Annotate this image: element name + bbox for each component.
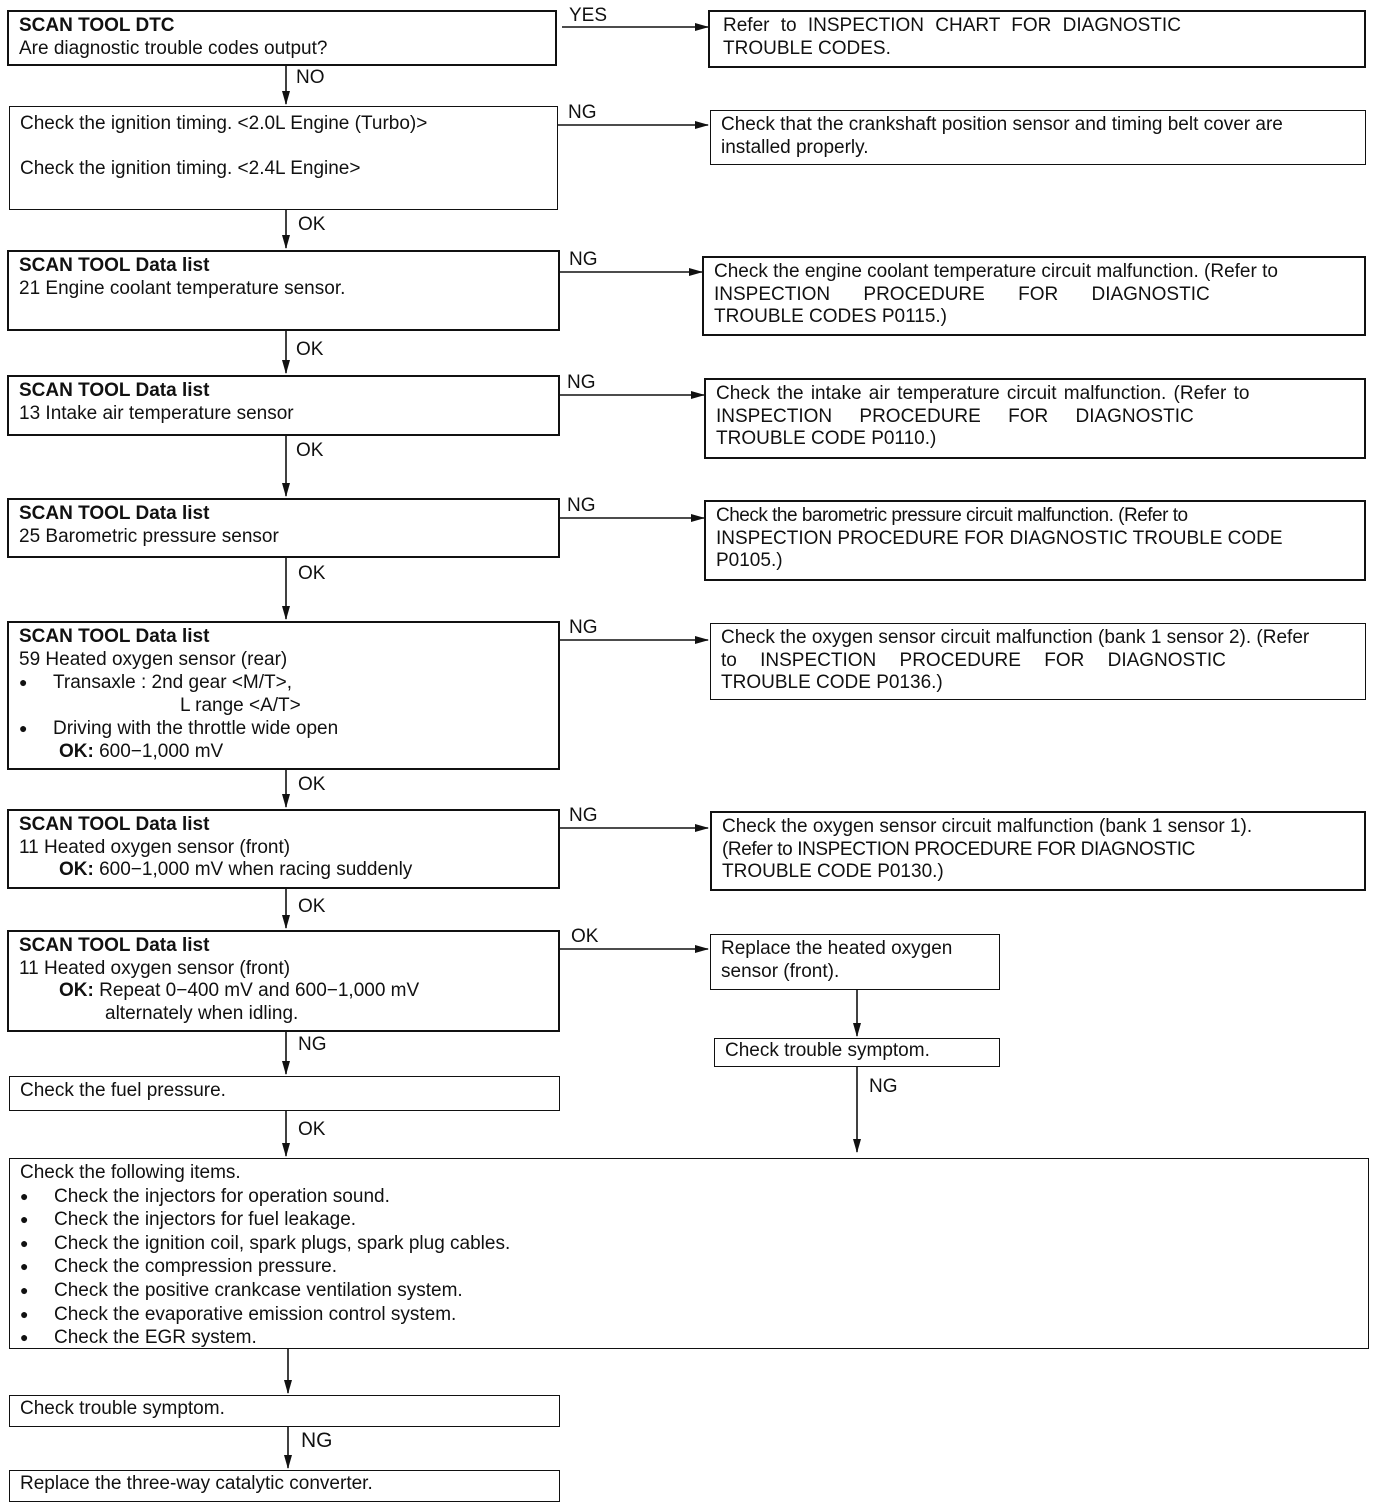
result-o2-front-circuit <box>710 811 1366 891</box>
bullet-item: ● Transaxle : 2nd gear <M/T>, <box>19 671 548 695</box>
result-check-symptom <box>714 1038 1000 1067</box>
result-inspection-chart <box>708 10 1366 68</box>
step-text <box>20 136 547 158</box>
label-ok: OK <box>298 563 326 584</box>
step-fuel-pressure <box>9 1076 560 1111</box>
step-title: SCAN TOOL Data list <box>19 255 210 276</box>
result-text: Check trouble symptom. <box>725 1040 930 1061</box>
label-ok: OK <box>298 1119 326 1140</box>
ok-criteria <box>19 859 548 882</box>
step-text: 13 Intake air temperature sensor <box>19 402 294 424</box>
checklist-item: ● Check the ignition coil, spark plugs, spark plug cables. <box>20 1232 1358 1256</box>
label-ng: NG <box>869 1076 898 1097</box>
step-intake-air-temp <box>7 375 560 436</box>
step-text: Check the ignition timing. <2.0L Engine (Turbo)> <box>20 113 428 134</box>
result-text: INSPECTION PROCEDURE FOR DIAGNOSTIC <box>716 405 1194 427</box>
result-text: TROUBLE CODE P0110.) <box>716 428 937 450</box>
result-text: Check the intake air temperature circuit malfunction. (Refer to <box>716 383 1250 404</box>
ok-value: 600−1,000 mV <box>99 740 224 762</box>
ok-value: 600−1,000 mV when racing suddenly <box>99 859 413 881</box>
step-text: 21 Engine coolant temperature sensor. <box>19 277 346 299</box>
result-text: TROUBLE CODES P0115.) <box>714 306 948 328</box>
label-ok: OK <box>296 339 324 360</box>
label-ng: NG <box>567 495 596 516</box>
result-text: INSPECTION PROCEDURE FOR DIAGNOSTIC <box>714 283 1210 305</box>
label-ng: NG <box>569 617 598 638</box>
result-text: Check the barometric pressure circuit malfunction. (Refer to <box>716 505 1188 526</box>
step-text: Are diagnostic trouble codes output? <box>19 37 328 59</box>
result-text: TROUBLE CODE P0136.) <box>721 672 943 694</box>
ok-value: Repeat 0−400 mV and 600−1,000 mV <box>99 980 420 1002</box>
step-o2-rear <box>7 621 560 770</box>
result-text: Check the oxygen sensor circuit malfunction (bank 1 sensor 2). (Refer <box>721 627 1310 648</box>
step-coolant-temp <box>7 250 560 331</box>
result-text: (Refer to INSPECTION PROCEDURE FOR DIAGNOSTIC <box>722 838 1195 860</box>
ok-label: OK: <box>59 980 94 1002</box>
step-ignition-timing <box>9 106 558 210</box>
result-text: sensor (front). <box>721 960 840 982</box>
checklist-item: ● Check the compression pressure. <box>20 1255 1358 1279</box>
step-check-trouble-symptom <box>9 1395 560 1427</box>
bullet-item: ● Driving with the throttle wide open <box>19 717 548 741</box>
step-o2-front-idle <box>7 930 560 1032</box>
result-crankshaft-sensor <box>710 110 1366 165</box>
result-o2-rear-circuit <box>710 623 1366 700</box>
step-scan-tool-dtc <box>7 10 557 66</box>
label-ok: OK <box>571 926 599 947</box>
label-ok: OK <box>298 896 326 917</box>
bullet-continuation: L range <A/T> <box>180 694 301 716</box>
label-ok: OK <box>296 440 324 461</box>
label-ng: NG <box>298 1034 327 1055</box>
label-ng: NG <box>568 102 597 123</box>
label-ng: NG <box>301 1429 333 1452</box>
label-ng: NG <box>567 372 596 393</box>
label-ok: OK <box>298 774 326 795</box>
ok-label: OK: <box>59 859 94 881</box>
checklist-item: ● Check the injectors for operation sound. <box>20 1185 1358 1209</box>
result-text: Replace the heated oxygen <box>721 938 953 959</box>
step-o2-front-racing <box>7 809 560 889</box>
result-text: TROUBLE CODE P0130.) <box>722 861 944 883</box>
step-text: 59 Heated oxygen sensor (rear) <box>19 648 288 670</box>
step-title: SCAN TOOL Data list <box>19 380 210 401</box>
label-yes: YES <box>569 5 608 26</box>
result-replace-o2-sensor <box>710 934 1000 990</box>
checklist-item: ● Check the positive crankcase ventilation system. <box>20 1279 1358 1303</box>
result-intake-air-circuit <box>704 378 1366 459</box>
step-title: SCAN TOOL Data list <box>19 814 210 835</box>
step-text: Replace the three-way catalytic converter. <box>20 1473 373 1494</box>
result-text: Refer to INSPECTION CHART FOR DIAGNOSTIC <box>723 15 1181 36</box>
step-text: 11 Heated oxygen sensor (front) <box>19 957 291 979</box>
result-text: Check the engine coolant temperature circuit malfunction. (Refer to <box>714 261 1278 282</box>
result-text: installed properly. <box>721 136 869 158</box>
ok-continuation: alternately when idling. <box>105 1002 299 1024</box>
ok-criteria <box>19 741 548 764</box>
result-coolant-circuit <box>702 256 1366 336</box>
step-text: Check the fuel pressure. <box>20 1080 226 1101</box>
step-barometric <box>7 498 560 558</box>
step-title: SCAN TOOL Data list <box>19 626 210 647</box>
checklist-box <box>9 1158 1369 1349</box>
step-text: Check trouble symptom. <box>20 1398 225 1419</box>
step-text: 11 Heated oxygen sensor (front) <box>19 836 291 858</box>
checklist-item: ● Check the evaporative emission control system. <box>20 1303 1358 1327</box>
step-text: Check the ignition timing. <2.4L Engine> <box>20 157 361 179</box>
label-ng: NG <box>569 805 598 826</box>
step-text: 25 Barometric pressure sensor <box>19 525 279 547</box>
checklist-item: ● Check the EGR system. <box>20 1326 1358 1350</box>
label-ok: OK <box>298 214 326 235</box>
label-no: NO <box>296 67 325 88</box>
step-title: SCAN TOOL Data list <box>19 935 210 956</box>
result-text: Check the oxygen sensor circuit malfunction (bank 1 sensor 1). <box>722 816 1253 837</box>
result-text: TROUBLE CODES. <box>723 37 891 59</box>
result-text: Check that the crankshaft position sensor and timing belt cover are <box>721 114 1283 135</box>
checklist-item: ● Check the injectors for fuel leakage. <box>20 1208 1358 1232</box>
ok-label: OK: <box>59 740 94 762</box>
ok-criteria <box>19 980 548 1003</box>
step-title: SCAN TOOL DTC <box>19 15 175 36</box>
result-text: P0105.) <box>716 550 783 572</box>
step-replace-catalytic <box>9 1470 560 1502</box>
result-text: to INSPECTION PROCEDURE FOR DIAGNOSTIC <box>721 649 1226 671</box>
label-ng: NG <box>569 249 598 270</box>
checklist-title: Check the following items. <box>20 1162 241 1183</box>
result-barometric-circuit <box>704 500 1366 581</box>
step-title: SCAN TOOL Data list <box>19 503 210 524</box>
result-text: INSPECTION PROCEDURE FOR DIAGNOSTIC TROUBLE CODE <box>716 527 1283 549</box>
